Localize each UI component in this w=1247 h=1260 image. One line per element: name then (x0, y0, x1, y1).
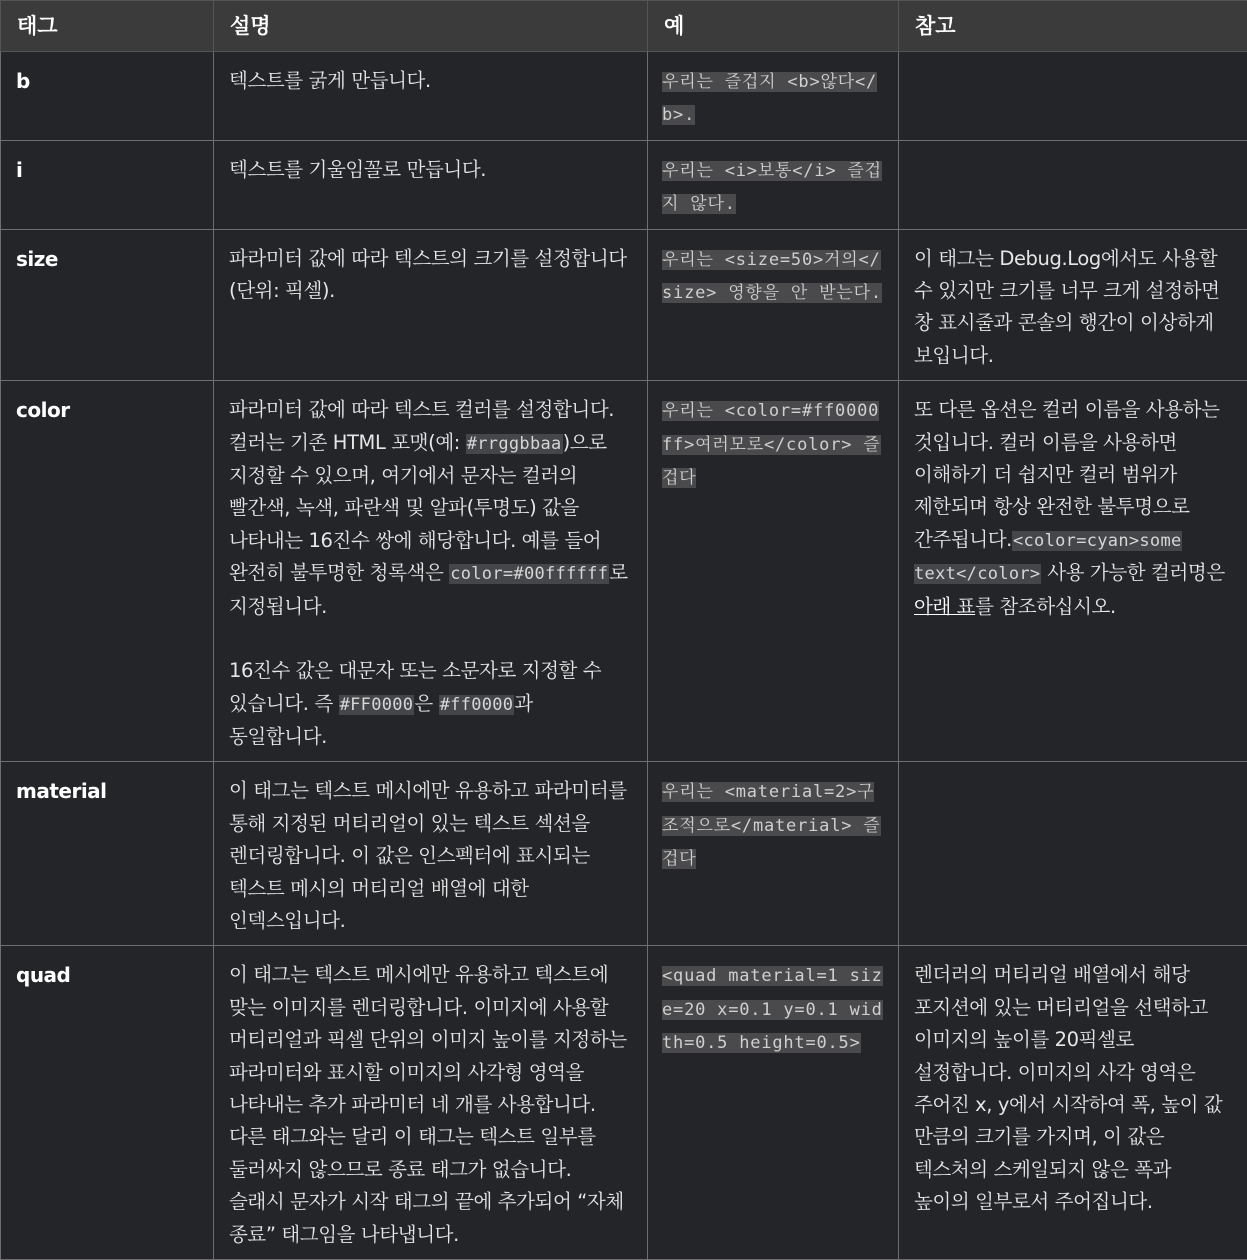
note-text: 사용 가능한 컬러명은 (1041, 561, 1224, 584)
table-row (1, 946, 1247, 1260)
tag-cell: b (1, 52, 214, 141)
description-text: 과 동일합니다. (229, 692, 533, 748)
header-example: 예 (648, 1, 899, 52)
note-cell (899, 52, 1247, 141)
description-cell: 이 태그는 텍스트 메시에만 유용하고 텍스트에 맞는 이미지를 렌더링합니다. 이미지에 사용할 머티리얼과 픽셀 단위의 이미지 높이를 지정하는 파라미터와 표시할 이미지의 사각형 영역을 나타내는 추가 파라미터 네 개를 사용합니다. 다른 태그와는 달리 이 태그는 텍스트 일부를 둘러싸지 않으므로 종료 태그가 없습니다. 슬래시 문자가 시작 태그의 끝에 추가되어 “자체 종료” 태그임을 나타냅니다. (214, 946, 648, 1260)
header-note: 참고 (899, 1, 1247, 52)
tag-cell: i (1, 140, 214, 229)
example-cell (648, 52, 899, 141)
description-text: 은 (414, 692, 438, 715)
example-code: 우리는 <color=#ff0000ff>여러모로</color> 즐겁다 (662, 401, 881, 488)
example-cell (648, 946, 899, 1260)
header-description: 설명 (214, 1, 648, 52)
description-cell: 텍스트를 굵게 만듭니다. (214, 52, 648, 141)
inline-code: #ff0000 (439, 695, 515, 715)
example-code: 우리는 즐겁지 <b>않다</b>. (662, 72, 877, 125)
tag-cell: quad (1, 946, 214, 1260)
color-table-link[interactable]: 아래 표 (914, 595, 975, 618)
description-cell: 텍스트를 기울임꼴로 만듭니다. (214, 140, 648, 229)
example-cell (648, 229, 899, 381)
table-row (1, 140, 1247, 229)
inline-code: <color=cyan>some text</color> (914, 531, 1182, 584)
header-tag: 태그 (1, 1, 214, 52)
description-cell (214, 381, 648, 762)
note-cell (899, 381, 1247, 762)
table-header-row (1, 1, 1247, 52)
table-row (1, 52, 1247, 141)
table-row (1, 229, 1247, 381)
example-code: <quad material=1 size=20 x=0.1 y=0.1 width=0.5 height=0.5> (662, 966, 883, 1053)
description-text: 로 지정됩니다. (229, 561, 628, 617)
tag-cell: color (1, 381, 214, 762)
note-text: 또 다른 옵션은 컬러 이름을 사용하는 것입니다. 컬러 이름을 사용하면 이해하기 더 쉽지만 컬러 범위가 제한되며 항상 완전한 불투명으로 간주됩니다. (914, 398, 1220, 551)
example-cell (648, 381, 899, 762)
inline-code: #FF0000 (339, 695, 415, 715)
tag-cell: material (1, 762, 214, 946)
example-code: 우리는 <material=2>구조적으로</material> 즐겁다 (662, 782, 881, 869)
note-cell (899, 762, 1247, 946)
description-cell: 이 태그는 텍스트 메시에만 유용하고 파라미터를 통해 지정된 머티리얼이 있는 텍스트 섹션을 렌더링합니다. 이 값은 인스펙터에 표시되는 텍스트 메시의 머티리얼 배열에 대한 인덱스입니다. (214, 762, 648, 946)
description-cell: 파라미터 값에 따라 텍스트의 크기를 설정합니다(단위: 픽셀). (214, 229, 648, 381)
description-text: 파라미터 값에 따라 텍스트 컬러를 설정합니다. 컬러는 기존 HTML 포맷(예: (229, 398, 614, 453)
description-text: 16진수 값은 대문자 또는 소문자로 지정할 수 있습니다. 즉 (229, 659, 601, 714)
inline-code: color=#00ffffff (449, 564, 609, 584)
description-paragraph (229, 655, 632, 753)
example-cell (648, 762, 899, 946)
table-row (1, 762, 1247, 946)
table-row (1, 381, 1247, 762)
note-cell: 이 태그는 Debug.Log에서도 사용할 수 있지만 크기를 너무 크게 설정하면 창 표시줄과 콘솔의 행간이 이상하게 보입니다. (899, 229, 1247, 381)
inline-code: #rrggbbaa (466, 434, 563, 454)
tag-cell: size (1, 229, 214, 381)
note-cell: 렌더러의 머티리얼 배열에서 해당 포지션에 있는 머티리얼을 선택하고 이미지의 높이를 20픽셀로 설정합니다. 이미지의 사각 영역은 주어진 x, y에서 시작하여 폭, 높이 값 만큼의 크기를 가지며, 이 값은 텍스처의 스케일되지 않은 폭과 높이의 일부로서 주어집니다. (899, 946, 1247, 1260)
note-text: 를 참조하십시오. (975, 595, 1116, 618)
description-text: )으로 지정할 수 있으며, 여기에서 문자는 컬러의 빨간색, 녹색, 파란색 및 알파(투명도) 값을 나타내는 16진수 쌍에 해당합니다. 예를 들어 완전히 불투명한 청록색은 (229, 431, 607, 585)
note-cell (899, 140, 1247, 229)
example-code: 우리는 <i>보통</i> 즐겁지 않다. (662, 161, 882, 214)
example-code: 우리는 <size=50>거의</size> 영향을 안 받는다. (662, 250, 882, 303)
example-cell (648, 140, 899, 229)
